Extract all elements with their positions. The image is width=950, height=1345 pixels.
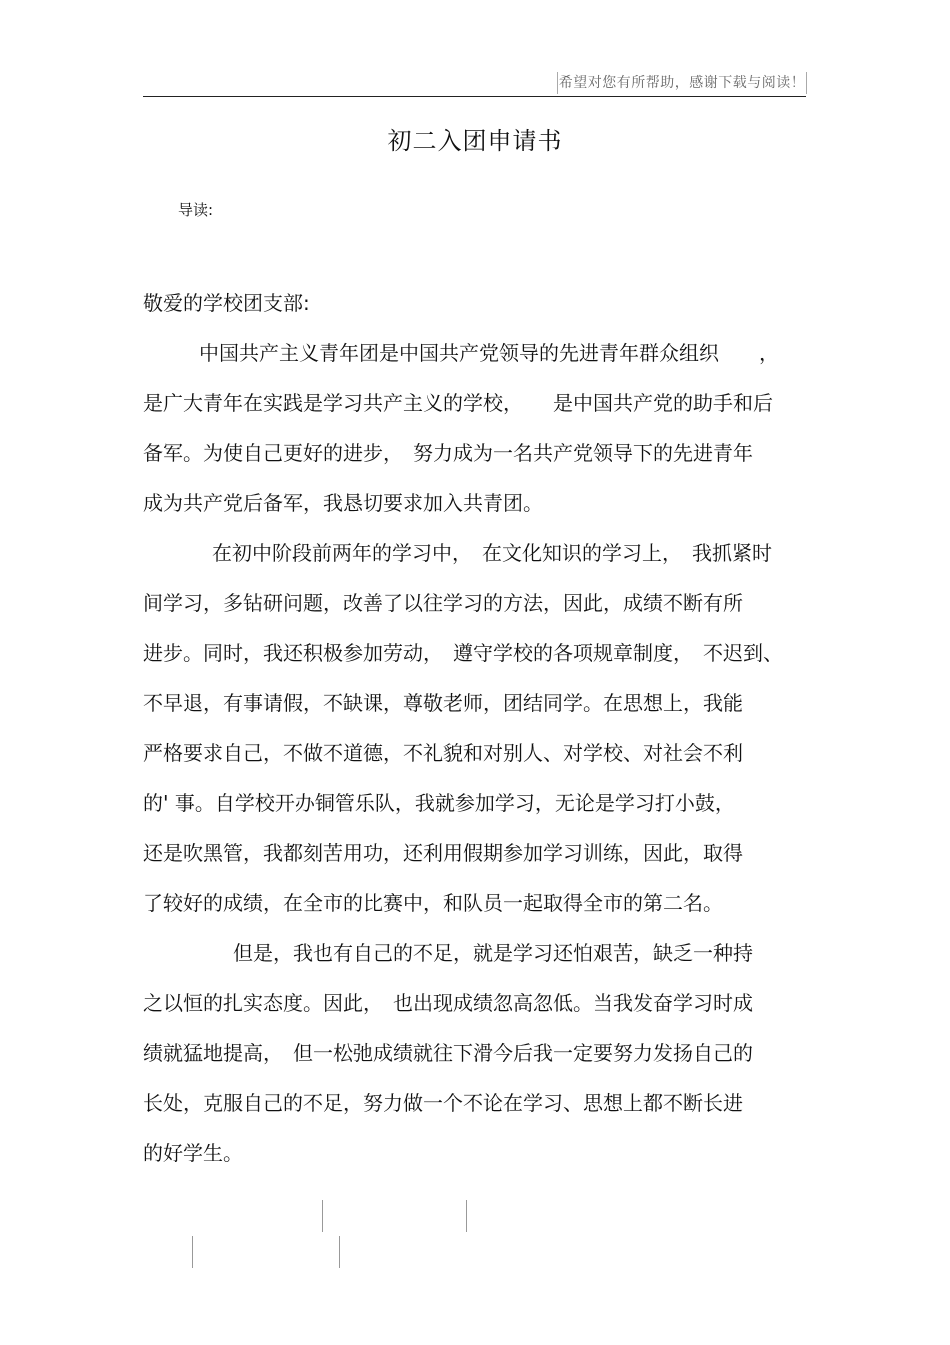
- paragraph-line: 在初中阶段前两年的学习中， 在文化知识的学习上， 我抓紧时: [212, 541, 772, 565]
- paragraph-line: 不早退，有事请假，不缺课，尊敬老师，团结同学。在思想上，我能: [143, 691, 743, 715]
- paragraph-line: 但是，我也有自己的不足，就是学习还怕艰苦，缺乏一种持: [233, 941, 753, 965]
- table-border-fragment: [339, 1236, 340, 1268]
- salutation: 敬爱的学校团支部:: [143, 291, 310, 315]
- paragraph-line: 中国共产主义青年团是中国共产党领导的先进青年群众组织 ，: [199, 341, 779, 365]
- paragraph-line: 之以恒的扎实态度。因此， 也出现成绩忽高忽低。当我发奋学习时成: [143, 991, 753, 1015]
- table-border-fragment: [466, 1200, 467, 1232]
- paragraph-line: 了较好的成绩，在全市的比赛中，和队员一起取得全市的第二名。: [143, 891, 723, 915]
- paragraph-line: 进步。同时，我还积极参加劳动， 遵守学校的各项规章制度， 不迟到、: [143, 641, 783, 665]
- paragraph-line: 绩就猛地提高， 但一松弛成绩就往下滑今后我一定要努力发扬自己的: [143, 1041, 753, 1065]
- paragraph-line: 还是吹黑管，我都刻苦用功，还利用假期参加学习训练，因此，取得: [143, 841, 743, 865]
- document-title: 初二入团申请书: [387, 127, 563, 155]
- guide-label: 导读:: [178, 201, 214, 219]
- paragraph-line: 间学习，多钻研问题，改善了以往学习的方法，因此，成绩不断有所: [143, 591, 743, 615]
- paragraph-line: 的' 事。自学校开办铜管乐队，我就参加学习，无论是学习打小鼓，: [143, 791, 735, 815]
- paragraph-line: 的好学生。: [143, 1141, 243, 1165]
- header-divider: [143, 96, 806, 97]
- table-border-fragment: [322, 1200, 323, 1232]
- table-border-fragment: [192, 1236, 193, 1268]
- paragraph-line: 成为共产党后备军，我恳切要求加入共青团。: [143, 491, 543, 515]
- paragraph-line: 是广大青年在实践是学习共产主义的学校， 是中国共产党的助手和后: [143, 391, 773, 415]
- paragraph-line: 长处，克服自己的不足，努力做一个不论在学习、思想上都不断长进: [143, 1091, 743, 1115]
- header-note: 希望对您有所帮助，感谢下载与阅读！: [557, 72, 807, 94]
- paragraph-line: 严格要求自己，不做不道德，不礼貌和对别人、对学校、对社会不利: [143, 741, 743, 765]
- paragraph-line: 备军。为使自己更好的进步， 努力成为一名共产党领导下的先进青年: [143, 441, 753, 465]
